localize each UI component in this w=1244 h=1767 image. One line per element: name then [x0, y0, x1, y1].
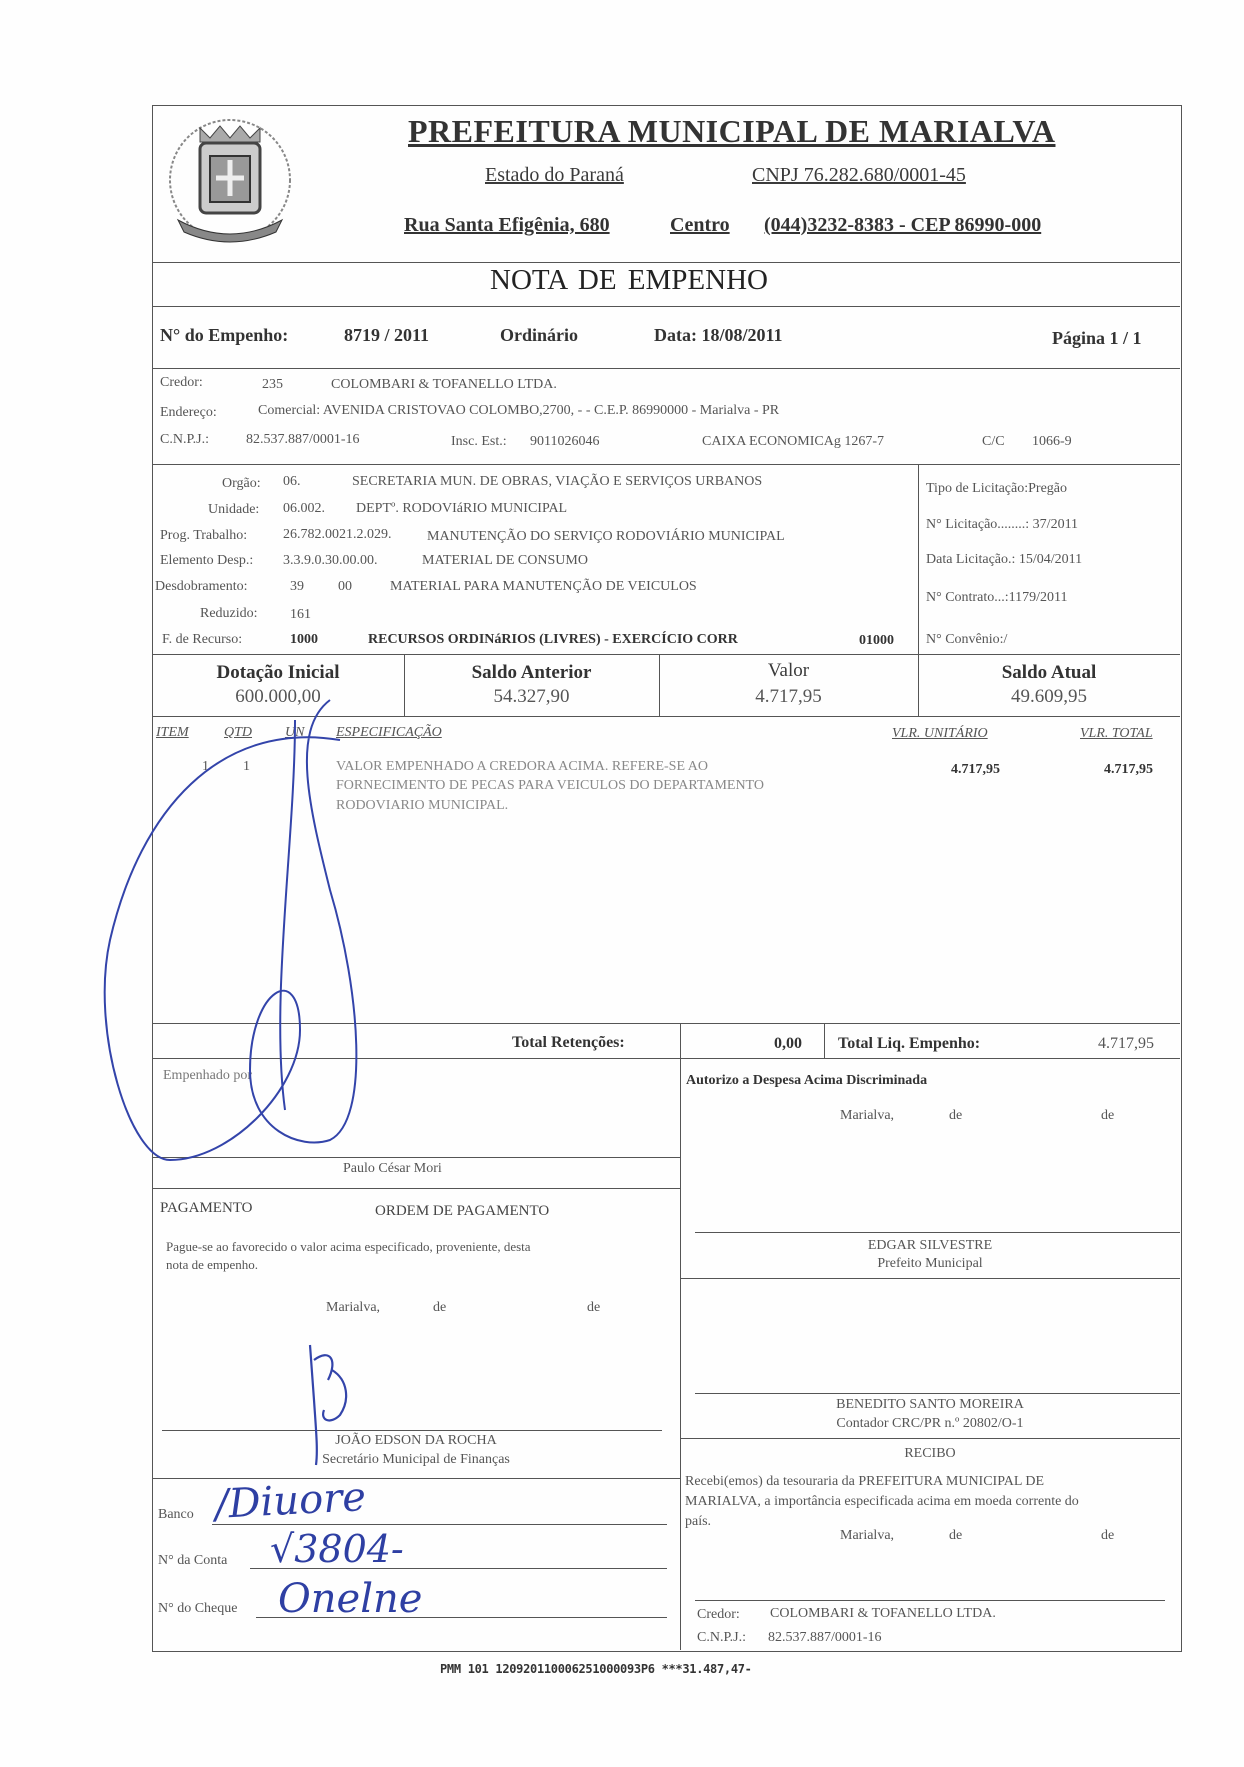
credor-label: Credor:: [160, 375, 203, 390]
address-label: Endereço:: [160, 405, 217, 420]
item-desc-line3: RODOVIARIO MUNICIPAL.: [336, 798, 509, 813]
divider: [152, 1188, 680, 1189]
cnpj-header: CNPJ 76.282.680/0001-45: [752, 164, 966, 186]
total-retencoes-value: 0,00: [774, 1035, 802, 1052]
red-label: Reduzido:: [200, 606, 258, 621]
divider-vertical: [824, 1023, 825, 1058]
cc-label: C/C: [982, 434, 1005, 449]
divider: [152, 1478, 680, 1479]
valor-value: 4.717,95: [755, 686, 822, 707]
benedito-santo-moreira: BENEDITO SANTO MOREIRA: [836, 1397, 1024, 1412]
licitacao-data: Data Licitação.: 15/04/2011: [926, 552, 1083, 567]
saldo-anterior-value: 54.327,90: [493, 686, 570, 707]
divider: [152, 464, 1180, 465]
ordem-pagamento: ORDEM DE PAGAMENTO: [375, 1203, 550, 1219]
orgao-label: Orgão:: [222, 476, 261, 491]
document-title: NOTA DE EMPENHO: [490, 264, 768, 296]
de-2a: de: [433, 1300, 447, 1315]
unidade-code: 06.002.: [283, 501, 325, 516]
empenho-type: Ordinário: [500, 325, 579, 345]
header-qtd: QTD: [224, 725, 253, 740]
recibo-title: RECIBO: [904, 1446, 956, 1461]
empenho-date: Data: 18/08/2011: [654, 325, 783, 345]
insc-value: 9011026046: [530, 434, 600, 449]
signature-line: [162, 1430, 662, 1431]
signature-line: [695, 1600, 1165, 1601]
prog-code: 26.782.0021.2.029.: [283, 527, 392, 542]
elem-code: 3.3.9.0.30.00.00.: [283, 553, 378, 568]
state-name: Estado do Paraná: [485, 164, 624, 186]
handwritten-cheque: Onelne: [278, 1576, 423, 1622]
pague-line1: Pague-se ao favorecido o valor acima especificado, proveniente, desta: [166, 1239, 531, 1254]
desd-code2: 00: [338, 579, 352, 594]
signature-line: [695, 1232, 1180, 1233]
de-3a: de: [949, 1528, 963, 1543]
licitacao-tipo: Tipo de Licitação:Pregão: [926, 481, 1068, 496]
dotacao-value: 600.000,00: [235, 686, 321, 707]
header-vlr-total: VLR. TOTAL: [1080, 726, 1153, 741]
contrato-num: N° Contrato...:1179/2011: [926, 590, 1068, 605]
saldo-atual-value: 49.609,95: [1011, 686, 1087, 707]
marialva-date-3: Marialva,: [840, 1528, 895, 1543]
credor-name: COLOMBARI & TOFANELLO LTDA.: [331, 377, 557, 392]
signature-line: [695, 1393, 1180, 1394]
recibo-credor-name: COLOMBARI & TOFANELLO LTDA.: [770, 1606, 996, 1621]
banco-label: Banco: [158, 1507, 194, 1522]
autorizo-despesa: Autorizo a Despesa Acima Discriminada: [686, 1073, 928, 1088]
address: Rua Santa Efigênia, 680: [404, 214, 610, 236]
licitacao-num: N° Licitação........: 37/2011: [926, 517, 1079, 532]
desd-label: Desdobramento:: [155, 579, 248, 594]
desd-code1: 39: [290, 579, 304, 594]
divider: [152, 262, 1180, 263]
divider-vertical: [680, 1023, 681, 1058]
item-desc-line2: FORNECIMENTO DE PECAS PARA VEICULOS DO DEPARTAMENTO: [336, 778, 764, 793]
divider-vertical: [680, 1058, 681, 1650]
conta-label: N° da Conta: [158, 1553, 228, 1568]
prog-name: MANUTENÇÃO DO SERVIÇO RODOVIÁRIO MUNICIPAL: [427, 529, 785, 544]
fonte-num: 01000: [859, 633, 894, 648]
dotacao-label: Dotação Inicial: [216, 662, 340, 683]
de-2b: de: [587, 1300, 601, 1315]
recibo-cnpj-label: C.N.P.J.:: [697, 1630, 747, 1645]
joao-edson-da-rocha: JOÃO EDSON DA ROCHA: [335, 1433, 497, 1448]
cc-value: 1066-9: [1032, 434, 1072, 449]
bank-info: CAIXA ECONOMICAg 1267-7: [702, 434, 884, 449]
header-un: UN: [285, 725, 305, 740]
unidade-label: Unidade:: [208, 502, 260, 517]
fonte-label: F. de Recurso:: [162, 632, 243, 647]
footer-machine-code: PMM 101 120920110006251000093P6 ***31.487,47-: [440, 1662, 752, 1676]
marialva-date-1: Marialva,: [840, 1108, 895, 1123]
saldo-atual-label: Saldo Atual: [1001, 662, 1097, 683]
prefeito-municipal: Prefeito Municipal: [877, 1256, 983, 1271]
cnpj-label: C.N.P.J.:: [160, 432, 210, 447]
divider: [680, 1278, 1180, 1279]
handwritten-banco: /Diuore: [213, 1474, 368, 1528]
item-qtd: 1: [243, 759, 250, 774]
divider: [152, 654, 1180, 655]
recibo-line1: Recebi(emos) da tesouraria da PREFEITURA MUNICIPAL DE: [685, 1474, 1045, 1489]
total-liquido-value: 4.717,95: [1098, 1035, 1154, 1052]
de-1a: de: [949, 1108, 963, 1123]
recibo-line2: MARIALVA, a importância especificada acima em moeda corrente do: [685, 1494, 1079, 1509]
divider: [680, 1438, 1180, 1439]
fonte-name: RECURSOS ORDINáRIOS (LIVRES) - EXERCÍCIO CORR: [368, 632, 738, 647]
item-desc-line1: VALOR EMPENHADO A CREDORA ACIMA. REFERE-SE AO: [336, 759, 708, 774]
signature-scribble: [100, 690, 460, 1170]
unidade-name: DEPTº. RODOVIáRIO MUNICIPAL: [356, 501, 568, 516]
orgao-code: 06.: [283, 474, 301, 489]
elem-label: Elemento Desp.:: [160, 553, 254, 568]
item-number: 1: [202, 759, 209, 774]
prefeitura-title: PREFEITURA MUNICIPAL DE MARIALVA: [408, 113, 1056, 149]
recibo-cnpj: 82.537.887/0001-16: [768, 1630, 882, 1645]
credor-cnpj: 82.537.887/0001-16: [246, 432, 360, 447]
empenhado-por: Empenhado por: [163, 1068, 253, 1083]
header-especificacao: ESPECIFICAÇÃO: [336, 725, 442, 740]
prog-label: Prog. Trabalho:: [160, 528, 248, 543]
total-retencoes-label: Total Retenções:: [512, 1034, 625, 1051]
de-3b: de: [1101, 1528, 1115, 1543]
recibo-credor-label: Credor:: [697, 1607, 740, 1622]
empenho-number-label: N° do Empenho:: [160, 325, 289, 345]
elem-name: MATERIAL DE CONSUMO: [422, 553, 588, 568]
header-item: ITEM: [156, 725, 189, 740]
pague-line2: nota de empenho.: [166, 1257, 259, 1272]
secretario-financas: Secretário Municipal de Finanças: [322, 1452, 510, 1467]
fonte-code: 1000: [290, 632, 318, 647]
valor-label: Valor: [767, 660, 810, 681]
cheque-label: N° do Cheque: [158, 1601, 238, 1616]
desd-name: MATERIAL PARA MANUTENÇÃO DE VEICULOS: [390, 579, 697, 594]
empenho-number: 8719 / 2011: [344, 325, 430, 345]
district: Centro: [670, 214, 730, 236]
recibo-line3: país.: [685, 1514, 712, 1529]
municipal-crest: [160, 108, 300, 248]
signature-joao: [290, 1340, 370, 1470]
marialva-date-2: Marialva,: [326, 1300, 381, 1315]
divider: [152, 306, 1180, 307]
item-vlr-unitario: 4.717,95: [951, 762, 1000, 777]
phone-cep: (044)3232-8383 - CEP 86990-000: [764, 214, 1042, 236]
saldo-anterior-label: Saldo Anterior: [471, 662, 592, 683]
total-liquido-label: Total Liq. Empenho:: [838, 1035, 981, 1052]
divider-vertical: [918, 464, 919, 654]
header-vlr-unitario: VLR. UNITÁRIO: [892, 726, 988, 741]
pagamento-label: PAGAMENTO: [160, 1200, 253, 1216]
item-vlr-total: 4.717,95: [1104, 762, 1153, 777]
credor-address: Comercial: AVENIDA CRISTOVAO COLOMBO,2700, - - C.E.P. 86990000 - Marialva - PR: [258, 403, 780, 418]
handwritten-conta: √3804-: [270, 1527, 404, 1571]
convenio-num: N° Convênio:/: [926, 632, 1008, 647]
red-value: 161: [290, 607, 311, 622]
credor-code: 235: [262, 377, 283, 392]
de-1b: de: [1101, 1108, 1115, 1123]
paulo-cesar-mori: Paulo César Mori: [343, 1161, 442, 1176]
edgar-silvestre: EDGAR SILVESTRE: [867, 1238, 993, 1253]
orgao-name: SECRETARIA MUN. DE OBRAS, VIAÇÃO E SERVIÇOS URBANOS: [352, 474, 763, 489]
contador-crc: Contador CRC/PR n.º 20802/O-1: [836, 1416, 1024, 1431]
page-number: Página 1 / 1: [1052, 328, 1142, 348]
divider: [152, 368, 1180, 369]
insc-label: Insc. Est.:: [451, 434, 507, 449]
